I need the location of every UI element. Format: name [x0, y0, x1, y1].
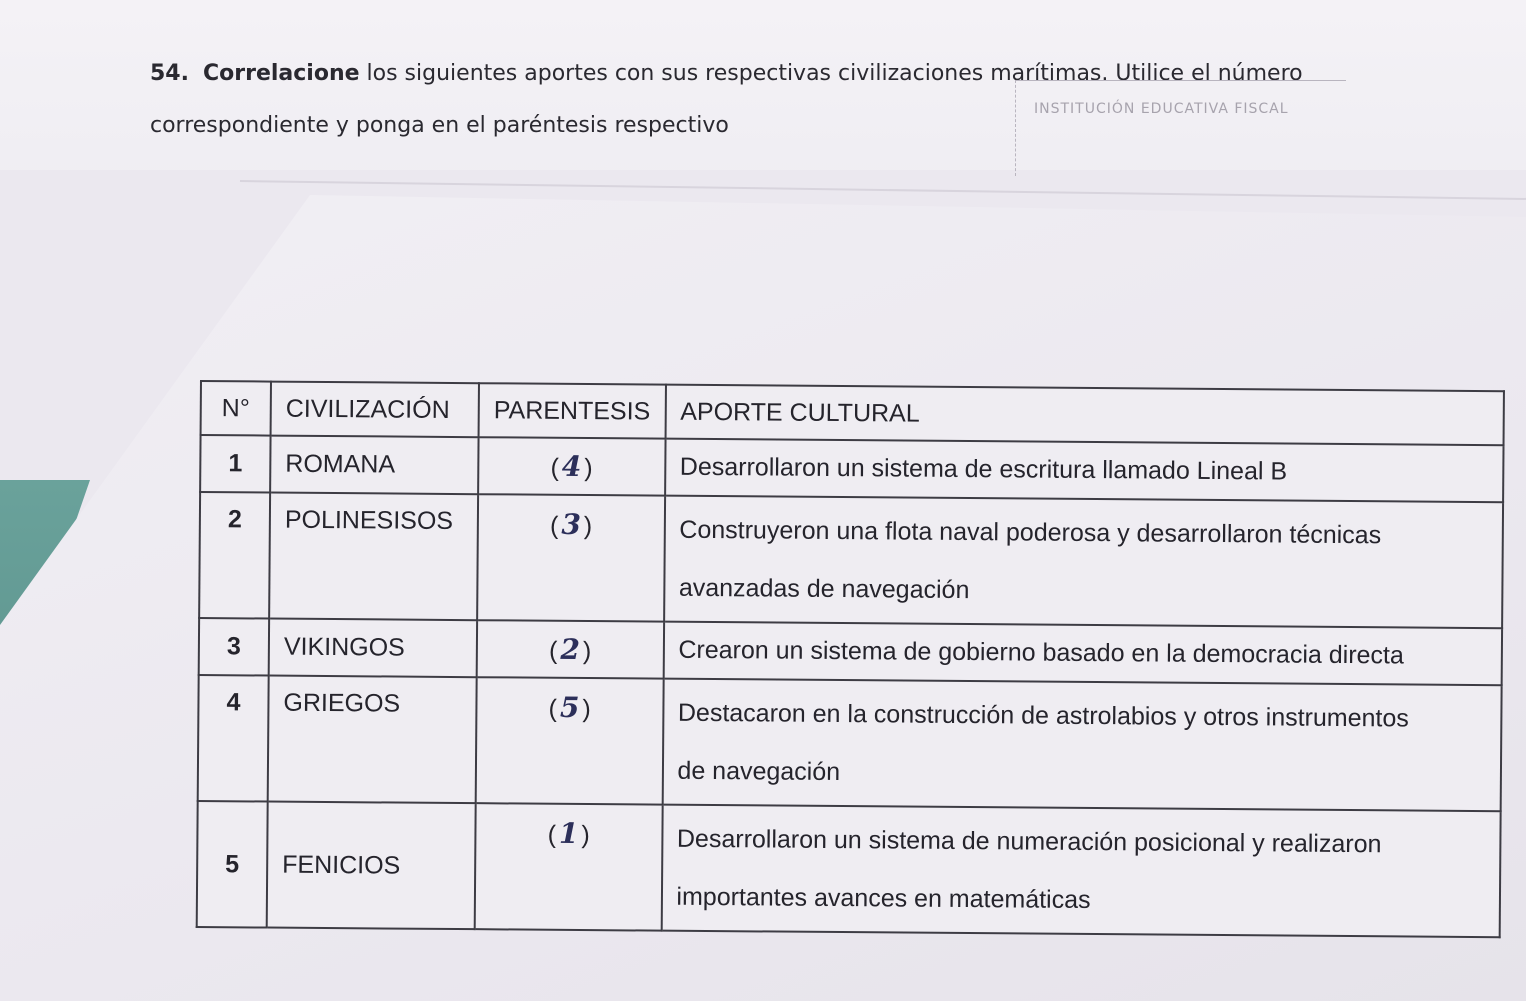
- row-parentesis[interactable]: [477, 494, 665, 621]
- row-civilizacion: FENICIOS: [267, 802, 476, 930]
- aporte-line-1: Construyeron una flota naval poderosa y desarrollaron técnicas: [679, 515, 1382, 550]
- header-num: N°: [201, 381, 271, 436]
- row-number: 4: [198, 675, 269, 802]
- paren-close: ): [581, 821, 590, 850]
- question-text: los siguientes aportes con sus respectivas civilizaciones marítimas. Utilice el número correspondiente y ponga en el paréntesis respectivo: [150, 61, 1303, 138]
- header-civilizacion: CIVILIZACIÓN: [271, 382, 479, 438]
- aporte-line-1: Desarrollaron un sistema de numeración posicional y realizaron: [676, 824, 1382, 859]
- table-row: [199, 618, 1502, 685]
- table-row: [199, 492, 1503, 628]
- question-keyword: Correlacione: [202, 61, 360, 86]
- correlation-table-wrapper: [195, 380, 1510, 980]
- paren-close: ): [582, 637, 592, 666]
- handwritten-answer: 3: [561, 507, 582, 541]
- table-row: [200, 435, 1503, 502]
- aporte-line-2: de navegación: [677, 756, 841, 787]
- row-parentesis[interactable]: [478, 437, 665, 495]
- handwritten-answer: 5: [559, 690, 580, 724]
- row-aporte: [664, 496, 1503, 629]
- aporte-line-2: avanzadas de navegación: [678, 573, 970, 605]
- aporte-line-1: Crearon un sistema de gobierno basado en la democracia directa: [678, 635, 1404, 670]
- row-parentesis[interactable]: [476, 677, 664, 804]
- paren-open: (: [547, 820, 557, 849]
- row-aporte: [665, 439, 1504, 503]
- stamp-text: INSTITUCIÓN EDUCATIVA FISCAL: [1034, 101, 1289, 117]
- aporte-line-2: importantes avances en matemáticas: [676, 882, 1091, 915]
- header-aporte: APORTE CULTURAL: [665, 385, 1504, 446]
- row-civilizacion: GRIEGOS: [268, 676, 477, 804]
- row-civilizacion: ROMANA: [270, 436, 478, 495]
- header-parentesis: PARENTESIS: [479, 383, 666, 438]
- row-aporte: [661, 805, 1500, 938]
- paren-close: ): [582, 695, 591, 724]
- row-aporte: [663, 622, 1502, 686]
- question-number: 54.: [150, 61, 189, 86]
- handwritten-answer: 2: [560, 632, 581, 666]
- handwritten-answer: 4: [561, 449, 582, 483]
- institution-stamp: [1015, 80, 1346, 176]
- aporte-line-1: Destacaron en la construcción de astrolabios y otros instrumentos: [677, 698, 1409, 733]
- paren-close: ): [584, 454, 593, 483]
- row-parentesis[interactable]: [475, 803, 663, 930]
- table-row: [197, 801, 1501, 937]
- row-civilizacion: VIKINGOS: [269, 619, 477, 678]
- table-row: [198, 675, 1502, 811]
- row-number: 5: [197, 801, 268, 928]
- paren-open: (: [548, 694, 558, 723]
- aporte-line-1: Desarrollaron un sistema de escritura llamado Lineal B: [679, 452, 1288, 486]
- row-aporte: [662, 679, 1501, 812]
- paren-close: ): [583, 512, 593, 541]
- row-number: 1: [200, 435, 270, 493]
- row-number: 3: [199, 618, 269, 676]
- row-parentesis[interactable]: [477, 620, 664, 678]
- paren-open: (: [550, 453, 559, 482]
- row-civilizacion: POLINESISOS: [269, 493, 478, 621]
- correlation-table: [196, 380, 1505, 938]
- row-number: 2: [199, 492, 270, 619]
- handwritten-answer: 1: [558, 816, 579, 850]
- paren-open: (: [549, 511, 559, 540]
- paren-open: (: [548, 636, 558, 665]
